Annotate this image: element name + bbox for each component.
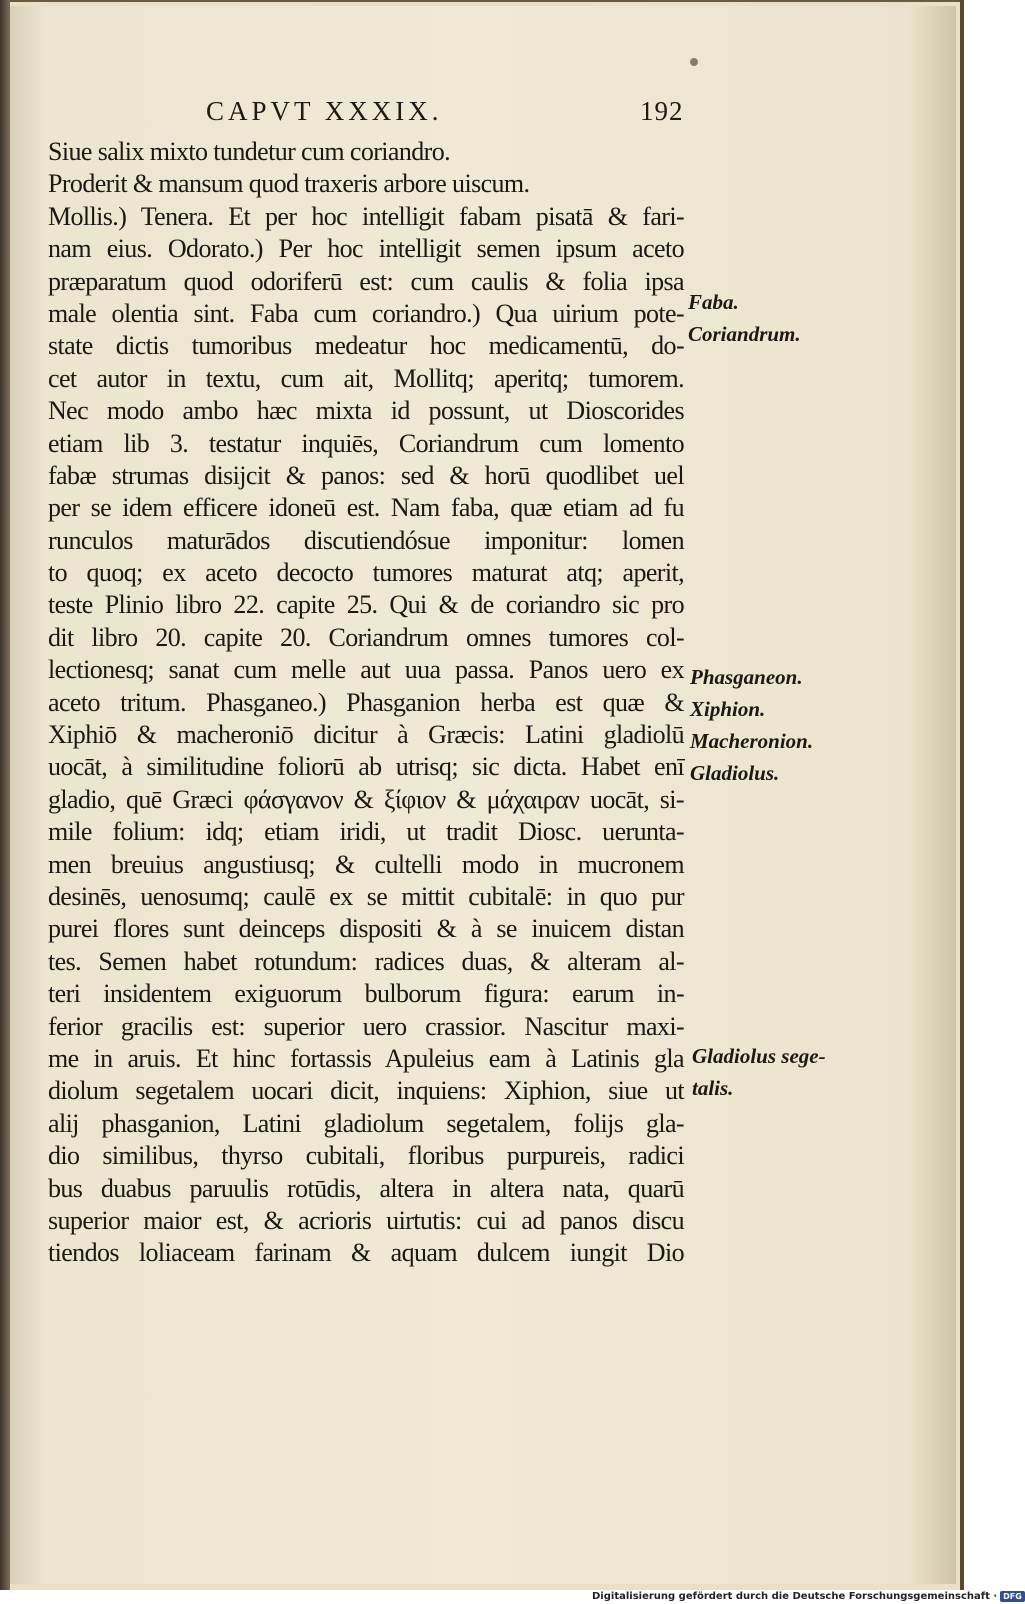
main-text-block [48, 136, 684, 1270]
text-line: mile folium: idq; etiam iridi, ut tradit Diosc. uerunta- [48, 817, 684, 847]
page-number: 192 [640, 96, 684, 126]
chapter-title: CAPVT XXXIX. [206, 96, 443, 126]
paper-stain [690, 58, 698, 66]
text-line: Proderit & mansum quod traxeris arbore uiscum. [48, 169, 530, 199]
text-line: nam eius. Odorato.) Per hoc intelligit semen ipsum aceto [48, 234, 684, 264]
text-line: tiendos loliaceam farinam & aquam dulcem iungit Dio [48, 1238, 684, 1268]
text-line: per se idem efficere idoneū est. Nam faba, quæ etiam ad fu [48, 493, 684, 523]
marginal-note: talis. [692, 1076, 734, 1100]
text-line: præparatum quod odoriferū est: cum caulis & folia ipsa [48, 266, 684, 296]
text-line: ferior gracilis est: superior uero crassior. Nascitur maxi- [48, 1011, 684, 1041]
text-line: Nec modo ambo hæc mixta id possunt, ut Dioscorides [48, 396, 684, 426]
text-line: me in aruis. Et hinc fortassis Apuleius eam à Latinis gla [48, 1043, 684, 1073]
text-line: aceto tritum. Phasganeo.) Phasganion herba est quæ & [48, 687, 684, 717]
text-line: uocāt, à similitudine foliorū ab utrisq; sic dicta. Habet enī [48, 752, 684, 782]
text-line: teste Plinio libro 22. capite 25. Qui & de coriandro sic pro [48, 590, 684, 620]
running-header [190, 92, 710, 132]
text-line: dit libro 20. capite 20. Coriandrum omnes tumores col- [48, 622, 684, 652]
digitization-credit [592, 1590, 1022, 1604]
marginal-note: Xiphion. [690, 697, 766, 721]
marginal-note: Phasganeon. [690, 665, 803, 689]
text-line: etiam lib 3. testatur inquiēs, Coriandrum cum lomento [48, 428, 684, 458]
text-line: male olentia sint. Faba cum coriandro.) Qua uirium pote- [48, 298, 684, 328]
credit-text: Digitalisierung gefördert durch die Deutsche Forschungsgemeinschaft · [592, 1591, 998, 1602]
text-line: desinēs, uenosumq; caulē ex se mittit cubitalē: in quo pur [48, 881, 684, 911]
marginal-note: Faba. [688, 290, 739, 314]
text-line: Mollis.) Tenera. Et per hoc intelligit fabam pisatā & fari- [48, 201, 684, 231]
text-line: teri insidentem exiguorum bulborum figura: earum in- [48, 979, 684, 1009]
marginal-note: Coriandrum. [688, 322, 801, 346]
text-line: state dictis tumoribus medeatur hoc medicamentū, do- [48, 331, 684, 361]
marginal-note: Gladiolus sege- [692, 1044, 826, 1068]
text-line: tes. Semen habet rotundum: radices duas, & alteram al- [48, 946, 684, 976]
text-line: gladio, quē Græci φάσγανον & ξίφιον & μάχαιραν uocāt, si- [48, 784, 684, 814]
text-line: Xiphiō & macheroniō dicitur à Græcis: Latini gladiolū [48, 720, 684, 750]
text-line: dio similibus, thyrso cubitali, floribus purpureis, radici [48, 1141, 684, 1171]
text-line: purei flores sunt deinceps dispositi & à se inuicem distan [48, 914, 684, 944]
text-line: superior maior est, & acrioris uirtutis: cui ad panos discu [48, 1205, 684, 1235]
dfg-logo: DFG [1000, 1591, 1025, 1602]
text-line: men breuius angustiusq; & cultelli modo in mucronem [48, 849, 684, 879]
text-line: lectionesq; sanat cum melle aut uua passa. Panos uero ex [48, 655, 684, 685]
text-line: cet autor in textu, cum ait, Mollitq; aperitq; tumorem. [48, 363, 684, 393]
text-line: bus duabus paruulis rotūdis, altera in altera nata, quarū [48, 1173, 684, 1203]
marginal-note: Macheronion. [690, 729, 814, 753]
binding-edge [0, 0, 10, 1590]
marginal-note: Gladiolus. [690, 761, 780, 785]
text-line: runculos maturādos discutiendósue imponitur: lomen [48, 525, 684, 555]
text-line: diolum segetalem uocari dicit, inquiens: Xiphion, siue ut [48, 1076, 684, 1106]
text-line: to quoq; ex aceto decocto tumores maturat atq; aperit, [48, 558, 684, 588]
text-line: fabæ strumas disijcit & panos: sed & horū quodlibet uel [48, 460, 684, 490]
text-line: Siue salix mixto tundetur cum coriandro. [48, 137, 451, 166]
text-line: alij phasganion, Latini gladiolum segetalem, folijs gla- [48, 1108, 684, 1138]
